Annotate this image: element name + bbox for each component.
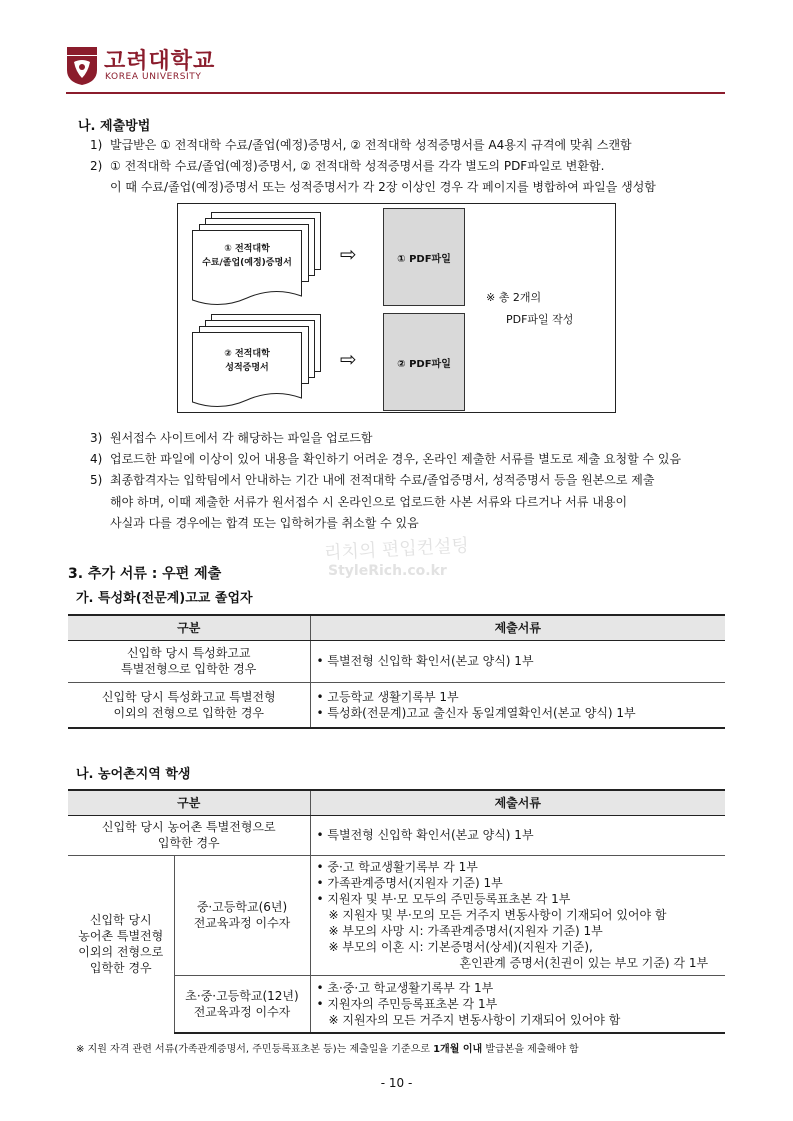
watermark-text: 리치의 편입컨설팅 <box>323 535 470 564</box>
table-header: 구분 <box>68 615 310 640</box>
logo-korean-name: 고려대학교 <box>104 49 216 74</box>
table-cell-documents: • 중·고 학교생활기록부 각 1부 • 가족관계증명서(지원자 기준) 1부 • 지원자 및 부·모 모두의 주민등록표초본 각 1부 ※ 지원자 및 부·모의 모든 거주지 변동사항이 기재되어 있어야 함 ※ 부모의 사망 시: 가족관계증명서(지원자 기준) 1부 ※ 부모의 이혼 시: 기본증명서(상세)(지원자 기준), 혼인관계 증명서(친권이 있는 부모 기준) 각 1부 <box>310 855 725 975</box>
section-title-submission-method: 나. 제출방법 <box>78 119 151 134</box>
table-cell-subcategory: 초·중·고등학교(12년) 전교육과정 이수자 <box>174 975 310 1033</box>
diagram-note: ※ 총 2개의 PDF파일 작성 <box>486 291 574 326</box>
list-item: 4) 업로드한 파일에 이상이 있어 내용을 확인하기 어려운 경우, 온라인 제출한 서류를 별도로 제출 요청할 수 있음 <box>90 452 682 466</box>
pdf-file-box-1: ① PDF파일 <box>383 208 465 306</box>
table-row <box>68 682 725 728</box>
arrow-right-icon: ⇨ <box>340 242 357 266</box>
rural-documents-table <box>68 789 725 1034</box>
list-item: 3) 원서접수 사이트에서 각 해당하는 파일을 업로드함 <box>90 431 373 445</box>
table-cell-category: 신입학 당시 특성화고교 특별전형으로 입학한 경우 <box>68 640 310 682</box>
table-row <box>68 640 725 682</box>
pdf-file-box-2: ② PDF파일 <box>383 313 465 411</box>
watermark-url: StyleRich.co.kr <box>328 563 447 579</box>
doc1-label: ① 전적대학 수료/졸업(예정)증명서 <box>202 244 292 268</box>
table-cell-subcategory: 중·고등학교(6년) 전교육과정 이수자 <box>174 855 310 975</box>
subsection-title-vocational: 가. 특성화(전문계)고교 졸업자 <box>76 591 253 606</box>
vocational-documents-table <box>68 614 725 729</box>
page-number: - 10 - <box>380 1076 413 1090</box>
doc2-label: ② 전적대학 성적증명서 <box>224 349 270 373</box>
table-cell-group-category: 신입학 당시 농어촌 특별전형 이외의 전형으로 입학한 경우 <box>68 855 174 1033</box>
footnote: ※ 지원 자격 관련 서류(가족관계증명서, 주민등록표초본 등)는 제출일을 기준으로 1개월 이내 발급본을 제출해야 함 <box>76 1044 579 1055</box>
table-cell-category: 신입학 당시 특성화고교 특별전형 이외의 전형으로 입학한 경우 <box>68 682 310 728</box>
header-divider <box>66 92 725 94</box>
list-item: 1) 발급받은 ① 전적대학 수료/졸업(예정)증명서, ② 전적대학 성적증명서를 A4용지 규격에 맞춰 스캔함 <box>90 138 632 152</box>
table-cell-documents: • 특별전형 신입학 확인서(본교 양식) 1부 <box>310 640 725 682</box>
table-cell-documents: • 초·중·고 학교생활기록부 각 1부 • 지원자의 주민등록표초본 각 1부 ※ 지원자의 모든 거주지 변동사항이 기재되어 있어야 함 <box>310 975 725 1033</box>
subsection-title-rural: 나. 농어촌지역 학생 <box>76 767 191 782</box>
section-title-additional-documents: 3. 추가 서류 : 우편 제출 <box>68 566 222 582</box>
conversion-diagram <box>177 203 616 413</box>
list-item-continuation: 이 때 수료/졸업(예정)증명서 또는 성적증명서가 각 2장 이상인 경우 각 페이지를 병합하여 파일을 생성함 <box>110 180 656 194</box>
list-item: 2) ① 전적대학 수료/졸업(예정)증명서, ② 전적대학 성적증명서를 각각 별도의 PDF파일로 변환함. <box>90 159 605 173</box>
university-emblem-icon <box>66 46 98 86</box>
table-row <box>68 815 725 855</box>
table-row <box>68 855 725 975</box>
table-header: 제출서류 <box>310 790 725 815</box>
list-item: 5) 최종합격자는 입학팀에서 안내하는 기간 내에 전적대학 수료/졸업증명서, 성적증명서 등을 원본으로 제출 <box>90 473 655 487</box>
logo-english-name: KOREA UNIVERSITY <box>105 72 202 82</box>
table-cell-documents: • 특별전형 신입학 확인서(본교 양식) 1부 <box>310 815 725 855</box>
table-header: 제출서류 <box>310 615 725 640</box>
table-header: 구분 <box>68 790 310 815</box>
arrow-right-icon: ⇨ <box>340 347 357 371</box>
list-item-continuation: 해야 하며, 이때 제출한 서류가 원서접수 시 온라인으로 업로드한 사본 서류와 다르거나 서류 내용이 <box>110 495 628 509</box>
list-item-continuation: 사실과 다를 경우에는 합격 또는 입학허가를 취소할 수 있음 <box>110 516 419 530</box>
table-cell-category: 신입학 당시 농어촌 특별전형으로 입학한 경우 <box>68 815 310 855</box>
table-cell-documents: • 고등학교 생활기록부 1부 • 특성화(전문계)고교 출신자 동일계열확인서(본교 양식) 1부 <box>310 682 725 728</box>
